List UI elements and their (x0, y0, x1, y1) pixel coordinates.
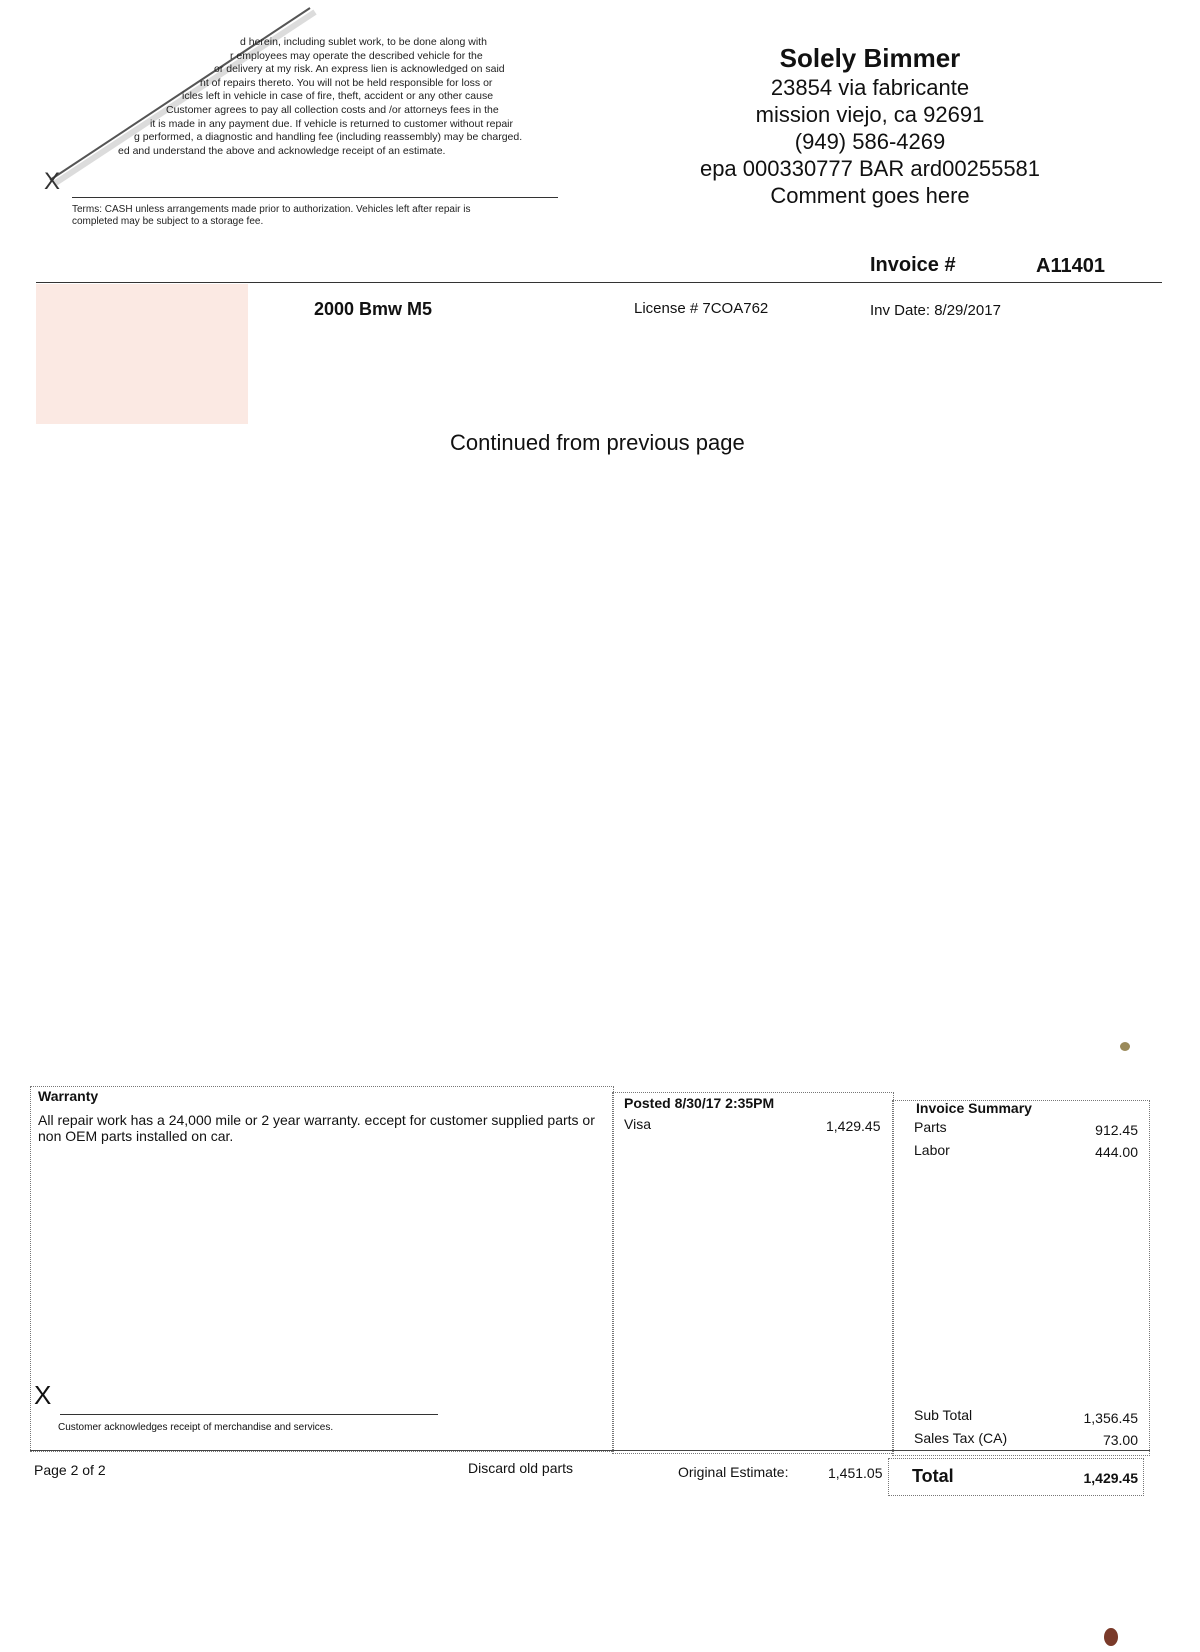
signature-line-top (72, 197, 558, 198)
continued-notice: Continued from previous page (450, 430, 745, 455)
total-label: Total (912, 1466, 954, 1486)
labor-label: Labor (914, 1142, 950, 1158)
disclaimer-line: icles left in vehicle in case of fire, theft, accident or any other cause (182, 90, 494, 103)
disclaimer-line: Customer agrees to pay all collection costs and /or attorneys fees in the (166, 103, 499, 116)
parts-label: Parts (914, 1119, 947, 1135)
invoice-date: Inv Date: 8/29/2017 (870, 302, 1001, 319)
warranty-title: Warranty (38, 1088, 99, 1104)
shop-comment: Comment goes here (770, 183, 970, 208)
shop-phone: (949) 586-4269 (794, 129, 946, 154)
customer-acknowledgement: Customer acknowledges receipt of merchandise and services. (58, 1422, 334, 1433)
shop-license-info: epa 000330777 BAR ard00255581 (699, 156, 1041, 181)
subtotal-label: Sub Total (914, 1407, 973, 1423)
payment-terms (72, 204, 572, 228)
parts-value: 912.45 (1095, 1122, 1138, 1138)
footer-divider (30, 1450, 1150, 1451)
invoice-summary-title: Invoice Summary (916, 1100, 1032, 1116)
vehicle-description: 2000 Bmw M5 (314, 299, 433, 319)
authorization-disclaimer (118, 36, 570, 158)
redacted-customer-info (36, 284, 248, 424)
shop-header (650, 42, 1090, 209)
original-estimate-value: 1,451.05 (828, 1465, 883, 1481)
payment-box (612, 1092, 894, 1454)
subtotal-value: 1,356.45 (1083, 1410, 1138, 1426)
disclaimer-line: r employees may operate the described vehicle for the (230, 49, 483, 62)
disclaimer-line: nt of repairs thereto. You will not be held responsible for loss or (200, 76, 493, 89)
sales-tax-label: Sales Tax (CA) (914, 1430, 1008, 1446)
header-divider (36, 282, 1162, 283)
terms-line: completed may be subject to a storage fee. (72, 216, 264, 227)
signature-line-bottom (60, 1414, 438, 1415)
payment-amount: 1,429.45 (826, 1118, 881, 1134)
posted-timestamp: Posted 8/30/17 2:35PM (624, 1095, 775, 1111)
invoice-number: A11401 (1036, 255, 1105, 277)
payment-method: Visa (624, 1116, 651, 1132)
original-estimate-label: Original Estimate: (678, 1464, 789, 1480)
disclaimer-line: g performed, a diagnostic and handling fee (including reassembly) may be charged. (134, 131, 523, 144)
signature-x-bottom: X (34, 1380, 52, 1410)
scan-speck (1104, 1628, 1118, 1646)
license-plate: License # 7COA762 (634, 300, 769, 317)
labor-value: 444.00 (1095, 1144, 1138, 1160)
shop-name: Solely Bimmer (779, 43, 961, 73)
shop-city: mission viejo, ca 92691 (755, 102, 985, 127)
terms-line: Terms: CASH unless arrangements made prior to authorization. Vehicles left after repair is (72, 204, 471, 215)
page-number: Page 2 of 2 (34, 1462, 106, 1478)
disclaimer-line: or delivery at my risk. An express lien is acknowledged on said (214, 63, 505, 76)
disclaimer-line: d herein, including sublet work, to be done along with (240, 36, 487, 48)
scan-speck (1120, 1042, 1130, 1051)
disclaimer-line: it is made in any payment due. If vehicle is returned to customer without repair (150, 117, 514, 130)
invoice-number-label: Invoice # (870, 254, 956, 276)
signature-x-top: X (44, 168, 61, 195)
discard-old-parts: Discard old parts (468, 1460, 574, 1476)
total-value: 1,429.45 (1083, 1470, 1138, 1486)
shop-address: 23854 via fabricante (770, 75, 970, 100)
sales-tax-value: 73.00 (1102, 1432, 1138, 1448)
warranty-text: All repair work has a 24,000 mile or 2 year warranty. eccept for customer supplied parts or non OEM parts installed on car. (38, 1112, 595, 1144)
disclaimer-line: ed and understand the above and acknowledge receipt of an estimate. (118, 144, 446, 157)
